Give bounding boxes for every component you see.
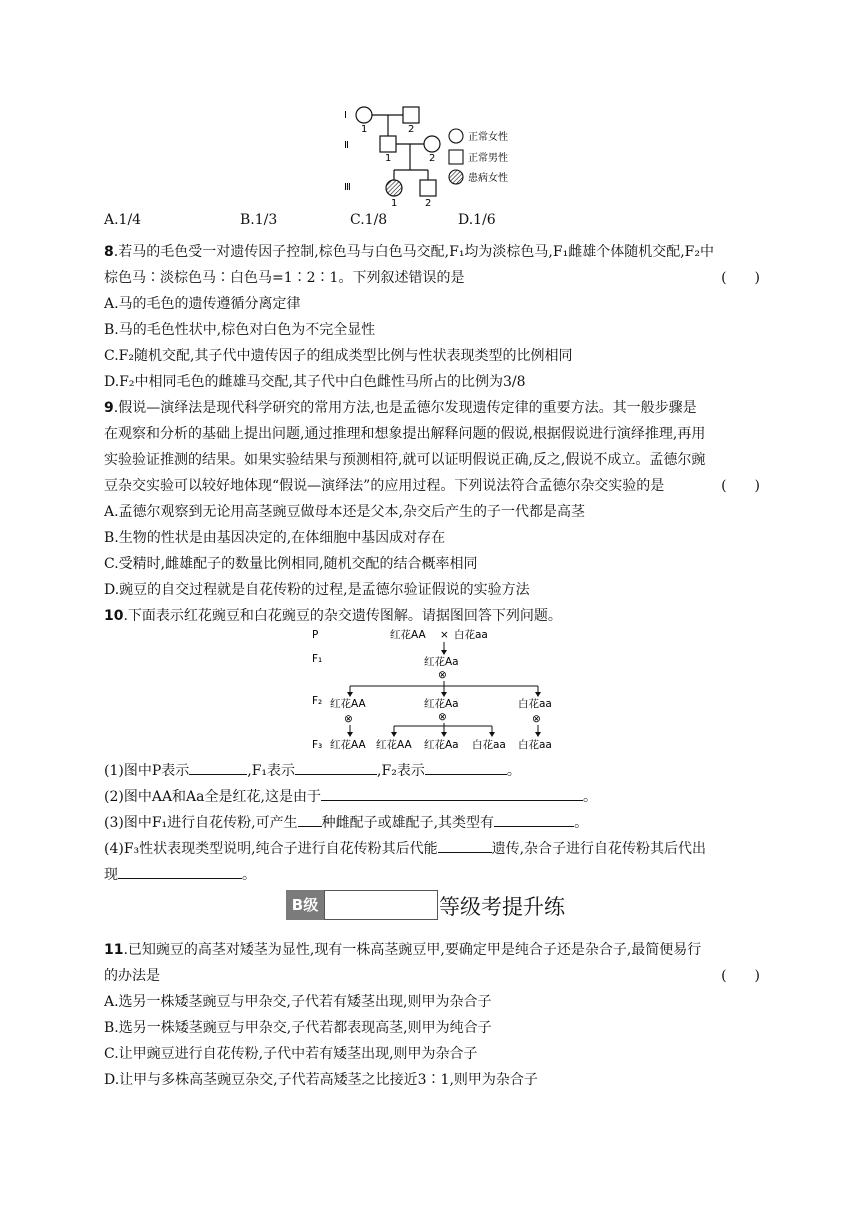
q10-sub3: (3)图中F₁进行自花传粉,可产生 种雌配子或雄配子,其类型有 。: [104, 812, 760, 833]
legend-normal-female-icon: [449, 129, 463, 143]
q11-option-b: B.选另一株矮茎豌豆与甲杂交,子代若都表现高茎,则甲为纯合子: [104, 1020, 492, 1036]
svg-text:1: 1: [385, 153, 392, 164]
q7-option-c: C.1/8: [350, 212, 388, 228]
gen-label-ii: Ⅱ: [344, 140, 349, 151]
legend-affected-female-icon: [449, 170, 463, 184]
q8-option-b: B.马的毛色性状中,棕色对白色为不完全显性: [104, 322, 376, 338]
f1-red-aa: 红花Aa: [424, 656, 459, 668]
level-badge: B级: [286, 890, 324, 920]
blank-p[interactable]: [189, 760, 247, 775]
q8-option-d: D.F₂中相同毛色的雌雄马交配,其子代中白色雌性马所占的比例为3/8: [104, 374, 526, 390]
q7-option-d: D.1/6: [458, 212, 496, 228]
q8-answer-paren: ( ): [721, 270, 760, 286]
blank-f2[interactable]: [425, 760, 507, 775]
i2-normal-male: [403, 107, 419, 123]
f2-white-aa: 白花aa: [518, 698, 552, 710]
q9-option-d: D.豌豆的自交过程就是自花传粉的过程,是孟德尔验证假说的实验方法: [104, 582, 530, 598]
legend-normal-male-icon: [449, 150, 463, 164]
blank-stable[interactable]: [438, 838, 492, 853]
q9-answer-paren: ( ): [721, 478, 760, 494]
svg-text:⊗: ⊗: [438, 711, 447, 723]
q9-option-b: B.生物的性状是由基因决定的,在体细胞中基因成对存在: [104, 530, 446, 546]
gen-label-iii: Ⅲ: [344, 182, 351, 193]
q8-option-c: C.F₂随机交配,其子代中遗传因子的组成类型比例与性状表现类型的比例相同: [104, 348, 573, 364]
q11-answer-paren: ( ): [721, 968, 760, 984]
f3-red-aa-2: 红花AA: [376, 739, 412, 751]
q11-stem-line-1: 11.已知豌豆的高茎对矮茎为显性,现有一株高茎豌豆甲,要确定甲是纯合子还是杂合子,最简便易行: [104, 942, 702, 958]
f1-selfing-symbol: ⊗: [438, 669, 447, 681]
ii2-normal-female: [424, 136, 440, 152]
iii1-affected-female: [386, 180, 402, 196]
q10-stem: 10.下面表示红花豌豆和白花豌豆的杂交遗传图解。请据图回答下列问题。: [104, 608, 562, 624]
gen-f3: F₃: [312, 739, 323, 751]
f3-white-aa-2: 白花aa: [518, 739, 552, 751]
f2-red-aa-het: 红花Aa: [424, 698, 459, 710]
cross-sign: ×: [440, 629, 449, 641]
q10-sub2: (2)图中AA和Aa全是红花,这是由于 。: [104, 786, 760, 807]
section-banner-b: [286, 890, 626, 924]
svg-text:2: 2: [425, 198, 432, 209]
q11-option-a: A.选另一株矮茎豌豆与甲杂交,子代若有矮茎出现,则甲为杂合子: [104, 994, 492, 1010]
q8-stem-line-2: 棕色马∶淡棕色马∶白色马=1∶2∶1。下列叙述错误的是 ( ): [104, 270, 760, 286]
banner-box: [324, 890, 438, 920]
blank-gamete-count[interactable]: [298, 812, 322, 827]
iii2-normal-male: [420, 180, 436, 196]
legend-affected-female: 患病女性: [468, 173, 508, 184]
q8-option-a: A.马的毛色的遗传遵循分离定律: [104, 296, 301, 312]
q11-option-c: C.让甲豌豆进行自花传粉,子代中若有矮茎出现,则甲为杂合子: [104, 1046, 478, 1062]
f3-red-aa-het: 红花Aa: [424, 739, 459, 751]
svg-text:1: 1: [391, 198, 398, 209]
svg-text:2: 2: [408, 124, 415, 135]
ii1-normal-male: [380, 136, 396, 152]
q11-stem-line-2: 的办法是 ( ): [104, 968, 760, 984]
f3-red-aa-1: 红花AA: [330, 739, 366, 751]
gen-f2: F₂: [312, 695, 323, 707]
blank-f1[interactable]: [295, 760, 377, 775]
blank-segregation[interactable]: [118, 864, 242, 879]
q11-option-d: D.让甲与多株高茎豌豆杂交,子代若高矮茎之比接近3∶1,则甲为杂合子: [104, 1072, 538, 1088]
q10-sub4-line-2: 现 。: [104, 864, 760, 885]
q8-stem-line-1: 8.若马的毛色受一对遗传因子控制,棕色马与白色马交配,F₁均为淡棕色马,F₁雌雄个体随机交配,F₂中: [104, 244, 714, 260]
q9-stem-line-4: 豆杂交实验可以较好地体现“假说—演绎法”的应用过程。下列说法符合孟德尔杂交实验的是 ( ): [104, 478, 760, 494]
legend-normal-female: 正常女性: [468, 132, 508, 143]
f3-white-aa-1: 白花aa: [472, 739, 506, 751]
blank-gamete-types[interactable]: [494, 812, 574, 827]
legend-normal-male: 正常男性: [468, 153, 508, 164]
q9-option-a: A.孟德尔观察到无论用高茎豌豆做母本还是父本,杂交后产生的子一代都是高茎: [104, 504, 586, 520]
q9-stem-line-2: 在观察和分析的基础上提出问题,通过推理和想象提出解释问题的假说,根据假说进行演绎推理,再用: [104, 426, 706, 442]
banner-title: 等级考提升练: [439, 895, 565, 919]
p-white-aa: 白花aa: [454, 629, 488, 641]
p-red-aa: 红花AA: [390, 629, 426, 641]
pedigree-chart: [336, 100, 526, 212]
cross-diagram: [308, 624, 568, 754]
gen-label-i: Ⅰ: [344, 110, 347, 121]
gen-f1: F₁: [312, 653, 323, 665]
blank-reason[interactable]: [321, 786, 583, 801]
q7-option-b: B.1/3: [240, 212, 278, 228]
q10-sub1: (1)图中P表示 ,F₁表示 ,F₂表示 。: [104, 760, 760, 781]
svg-text:2: 2: [429, 153, 436, 164]
q7-option-a: A.1/4: [104, 212, 142, 228]
q9-stem-line-3: 实验验证推测的结果。如果实验结果与预测相符,就可以证明假说正确,反之,假说不成立。孟德尔豌: [104, 452, 706, 468]
svg-text:⊗: ⊗: [344, 713, 353, 725]
svg-text:⊗: ⊗: [532, 713, 541, 725]
svg-text:1: 1: [361, 124, 368, 135]
q7-options: [104, 212, 760, 232]
q9-stem-line-1: 9.假说—演绎法是现代科学研究的常用方法,也是孟德尔发现遗传定律的重要方法。其一般步骤是: [104, 400, 697, 416]
gen-p: P: [312, 629, 319, 641]
i1-normal-female: [356, 107, 372, 123]
q10-sub4-line-1: (4)F₃性状表现类型说明,纯合子进行自花传粉其后代能 遗传,杂合子进行自花传粉其后代出: [104, 838, 760, 859]
f2-red-aa: 红花AA: [330, 698, 366, 710]
q9-option-c: C.受精时,雌雄配子的数量比例相同,随机交配的结合概率相同: [104, 556, 478, 572]
